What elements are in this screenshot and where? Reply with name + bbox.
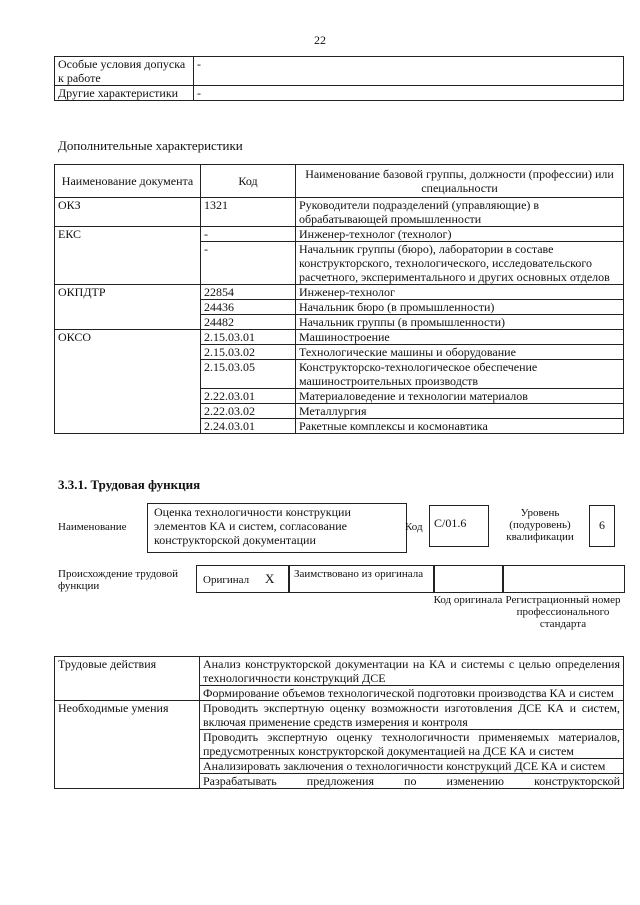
skill-item: Анализировать заключения о технологичности конструкций ДСЕ КА и систем xyxy=(200,759,624,774)
code-original-box xyxy=(433,565,504,593)
table-row xyxy=(55,774,624,789)
skill-item: Проводить экспертную оценку технологичности применяемых материалов, предусмотренных конструкторской документацией на ДСЕ КА и систем xyxy=(200,730,624,759)
skill-item: Проводить экспертную оценку возможности изготовления ДСЕ КА и систем, включая применение средств измерения и контроля xyxy=(200,701,624,730)
additional-title: Дополнительные характеристики xyxy=(58,138,243,153)
level-label: Уровень (подуровень) квалификации xyxy=(506,507,574,543)
table-row xyxy=(55,227,624,242)
table-row xyxy=(55,198,624,227)
cell-name: Начальник группы (бюро), лаборатории в составе конструкторского, технологического, исследовательского расчетного, экспериментального и других основных отделов xyxy=(296,242,624,285)
cell-code: - xyxy=(201,227,296,242)
table-row xyxy=(55,389,624,404)
cell-code: 2.22.03.02 xyxy=(201,404,296,419)
original-mark: X xyxy=(265,571,275,586)
original-box xyxy=(196,565,290,593)
cell-code: 2.15.03.01 xyxy=(201,330,296,345)
code-label: Код xyxy=(405,521,423,533)
skills-label: Необходимые умения xyxy=(55,701,200,730)
cell-name: Металлургия xyxy=(296,404,624,419)
cell-code: 24482 xyxy=(201,315,296,330)
header-doc: Наименование документа xyxy=(55,165,201,198)
cell-doc: ОКПДТР xyxy=(55,285,201,300)
table-row xyxy=(55,730,624,759)
cell-code: 1321 xyxy=(201,198,296,227)
table-row xyxy=(55,657,624,686)
table-row xyxy=(55,300,624,315)
cell-name: Инженер-технолог xyxy=(296,285,624,300)
cell-doc xyxy=(55,389,201,404)
table-row xyxy=(55,345,624,360)
actions-skills-table xyxy=(54,656,624,789)
action-item: Анализ конструкторской документации на КА и системы с целью определения технологичности конструкций ДСЕ xyxy=(200,657,624,686)
cell-code: 2.24.03.01 xyxy=(201,419,296,434)
table-row xyxy=(55,86,624,101)
cell-doc xyxy=(55,419,201,434)
function-title: 3.3.1. Трудовая функция xyxy=(58,477,201,492)
cell-name: Начальник бюро (в промышленности) xyxy=(296,300,624,315)
cell-code: 2.15.03.05 xyxy=(201,360,296,389)
skills-label-cont xyxy=(55,759,200,774)
cell-code: 24436 xyxy=(201,300,296,315)
cell-doc xyxy=(55,404,201,419)
table-header-row xyxy=(55,165,624,198)
cell-doc xyxy=(55,315,201,330)
cell-name: Начальник группы (в промышленности) xyxy=(296,315,624,330)
table-row xyxy=(55,330,624,345)
condition-label: Особые условия допуска к работе xyxy=(55,57,194,86)
table-row xyxy=(55,701,624,730)
cell-code: - xyxy=(201,242,296,285)
level-box: 6 xyxy=(589,505,615,547)
condition-label: Другие характеристики xyxy=(55,86,194,101)
function-name-box: Оценка технологичности конструкции элементов КА и систем, согласование конструкторской документации xyxy=(147,503,407,553)
reg-number-box xyxy=(502,565,625,593)
table-row xyxy=(55,315,624,330)
cell-name: Технологические машины и оборудование xyxy=(296,345,624,360)
function-code-box: С/01.6 xyxy=(429,505,489,547)
table-row xyxy=(55,404,624,419)
cell-name: Конструкторско-технологическое обеспечение машиностроительных производств xyxy=(296,360,624,389)
cell-doc xyxy=(55,300,201,315)
table-row xyxy=(55,686,624,701)
cell-doc: ОКЗ xyxy=(55,198,201,227)
condition-value: - xyxy=(194,86,624,101)
borrowed-box xyxy=(288,565,435,593)
actions-label-cont xyxy=(55,686,200,701)
table-row xyxy=(55,242,624,285)
cell-doc xyxy=(55,242,201,285)
cell-doc xyxy=(55,360,201,389)
skill-item: Разрабатывать предложения по изменению конструкторской xyxy=(200,774,624,789)
reg-number-label: Регистрационный номер профессионального стандарта xyxy=(505,594,621,630)
table-row xyxy=(55,360,624,389)
table-row xyxy=(55,285,624,300)
name-label: Наименование xyxy=(58,521,127,533)
condition-value: - xyxy=(194,57,624,86)
conditions-table xyxy=(54,56,624,101)
cell-name: Руководители подразделений (управляющие) в обрабатывающей промышленности xyxy=(296,198,624,227)
page-number: 22 xyxy=(314,33,326,47)
cell-name: Ракетные комплексы и космонавтика xyxy=(296,419,624,434)
cell-name: Машиностроение xyxy=(296,330,624,345)
skills-label-cont xyxy=(55,730,200,759)
header-code: Код xyxy=(201,165,296,198)
header-name: Наименование базовой группы, должности (профессии) или специальности xyxy=(296,165,624,198)
cell-doc: ЕКС xyxy=(55,227,201,242)
additional-table xyxy=(54,164,624,434)
original-label: Оригинал xyxy=(203,574,250,586)
cell-code: 22854 xyxy=(201,285,296,300)
table-row xyxy=(55,57,624,86)
cell-name: Материаловедение и технологии материалов xyxy=(296,389,624,404)
cell-code: 2.15.03.02 xyxy=(201,345,296,360)
cell-name: Инженер-технолог (технолог) xyxy=(296,227,624,242)
cell-code: 2.22.03.01 xyxy=(201,389,296,404)
actions-label: Трудовые действия xyxy=(55,657,200,686)
cell-doc xyxy=(55,345,201,360)
skills-label-cont xyxy=(55,774,200,789)
borrowed-label: Заимствовано из оригинала xyxy=(294,568,424,580)
table-row xyxy=(55,759,624,774)
action-item: Формирование объемов технологической подготовки производства КА и систем xyxy=(200,686,624,701)
origin-label: Происхождение трудовой функции xyxy=(58,568,179,592)
code-original-label: Код оригинала xyxy=(433,594,503,606)
cell-doc: ОКСО xyxy=(55,330,201,345)
table-row xyxy=(55,419,624,434)
